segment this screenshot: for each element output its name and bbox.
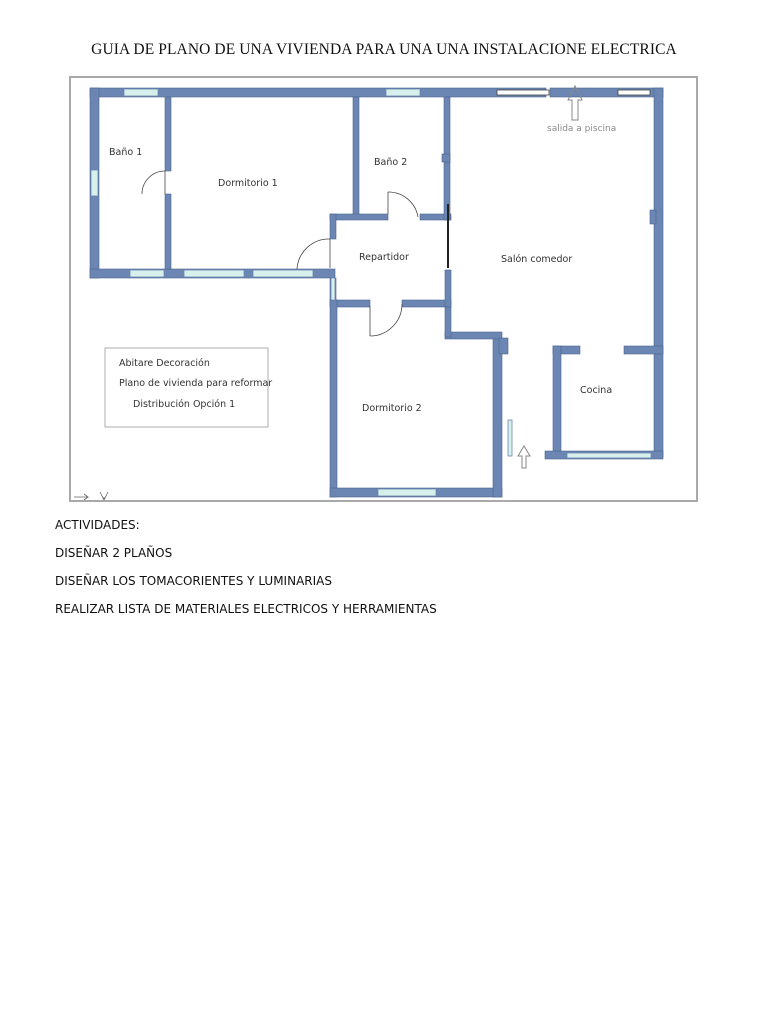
wall-corridor-left-upper — [330, 214, 336, 239]
door-bano1-swing — [142, 171, 165, 194]
window-bottom-2 — [184, 270, 244, 277]
wall-dorm1-right — [353, 97, 359, 218]
activities-section — [55, 518, 715, 630]
legend-line-3: Distribución Opción 1 — [133, 399, 236, 410]
label-dormitorio1: Dormitorio 1 — [218, 178, 278, 189]
window-corridor — [331, 278, 335, 300]
window-top-right — [618, 90, 650, 95]
activity-item: REALIZAR LISTA DE MATERIALES ELECTRICOS Y HERRAMIENTAS — [55, 602, 437, 616]
window-bano2-top — [386, 89, 420, 96]
door-bano2-swing — [388, 192, 418, 217]
legend-line-1: Abitare Decoración — [119, 358, 210, 369]
window-cocina-bottom — [567, 453, 651, 458]
wall-dorm2-step-vertical — [445, 307, 451, 337]
wall-cocina-top-right — [624, 346, 663, 354]
wall-corridor-right-lower — [445, 270, 451, 307]
axis-y-icon — [100, 492, 108, 500]
wall-cocina-left — [553, 346, 561, 457]
wall-bano1-right-upper — [165, 97, 171, 171]
wall-pillar — [442, 154, 450, 162]
label-dormitorio2: Dormitorio 2 — [362, 403, 422, 414]
wall-right-bump — [650, 210, 656, 224]
floor-plan-drawing — [71, 78, 696, 500]
label-salon: Salón comedor — [501, 254, 573, 265]
windows — [91, 89, 651, 496]
activities-heading: ACTIVIDADES: — [55, 518, 140, 532]
activity-item: DISEÑAR 2 PLAÑOS — [55, 546, 173, 560]
sliding-door-top — [497, 90, 549, 95]
axis-x-icon — [74, 494, 88, 500]
wall-dorm2-top-right — [402, 300, 451, 307]
arrows — [518, 86, 582, 468]
door-dorm2-swing — [370, 304, 402, 336]
wall-dorm2-jamb — [499, 338, 508, 354]
window-bano1-top — [124, 89, 158, 96]
legend-line-2: Plano de vivienda para reformar — [119, 378, 273, 389]
north-marker — [74, 492, 108, 500]
window-dorm2-bottom — [378, 489, 436, 496]
label-cocina: Cocina — [580, 385, 613, 396]
label-bano1: Baño 1 — [109, 147, 143, 158]
wall-bano1-right-lower — [165, 194, 171, 269]
floor-plan-figure — [69, 76, 698, 502]
walls — [90, 88, 663, 497]
door-dorm1-swing — [297, 239, 330, 269]
wall-right — [654, 88, 663, 457]
activity-item: DISEÑAR LOS TOMACORIENTES Y LUMINARIAS — [55, 574, 332, 588]
wall-dorm2-right — [493, 338, 502, 497]
label-bano2: Baño 2 — [374, 157, 408, 168]
wall-dorm2-left — [330, 300, 337, 497]
window-bottom-1 — [130, 270, 164, 277]
entrance-arrow-icon — [518, 446, 530, 468]
label-exit: salida a piscina — [547, 124, 617, 134]
window-bano1-left — [91, 170, 98, 196]
document-title: GUIA DE PLANO DE UNA VIVIENDA PARA UNA UNA INSTALACIONE ELECTRICA — [91, 41, 677, 58]
window-dorm2-right — [508, 420, 512, 456]
label-repartidor: Repartidor — [359, 252, 409, 263]
window-bottom-3 — [253, 270, 313, 277]
wall-bano2-bottom-left — [330, 214, 388, 220]
wall-dorm2-step — [445, 332, 502, 339]
